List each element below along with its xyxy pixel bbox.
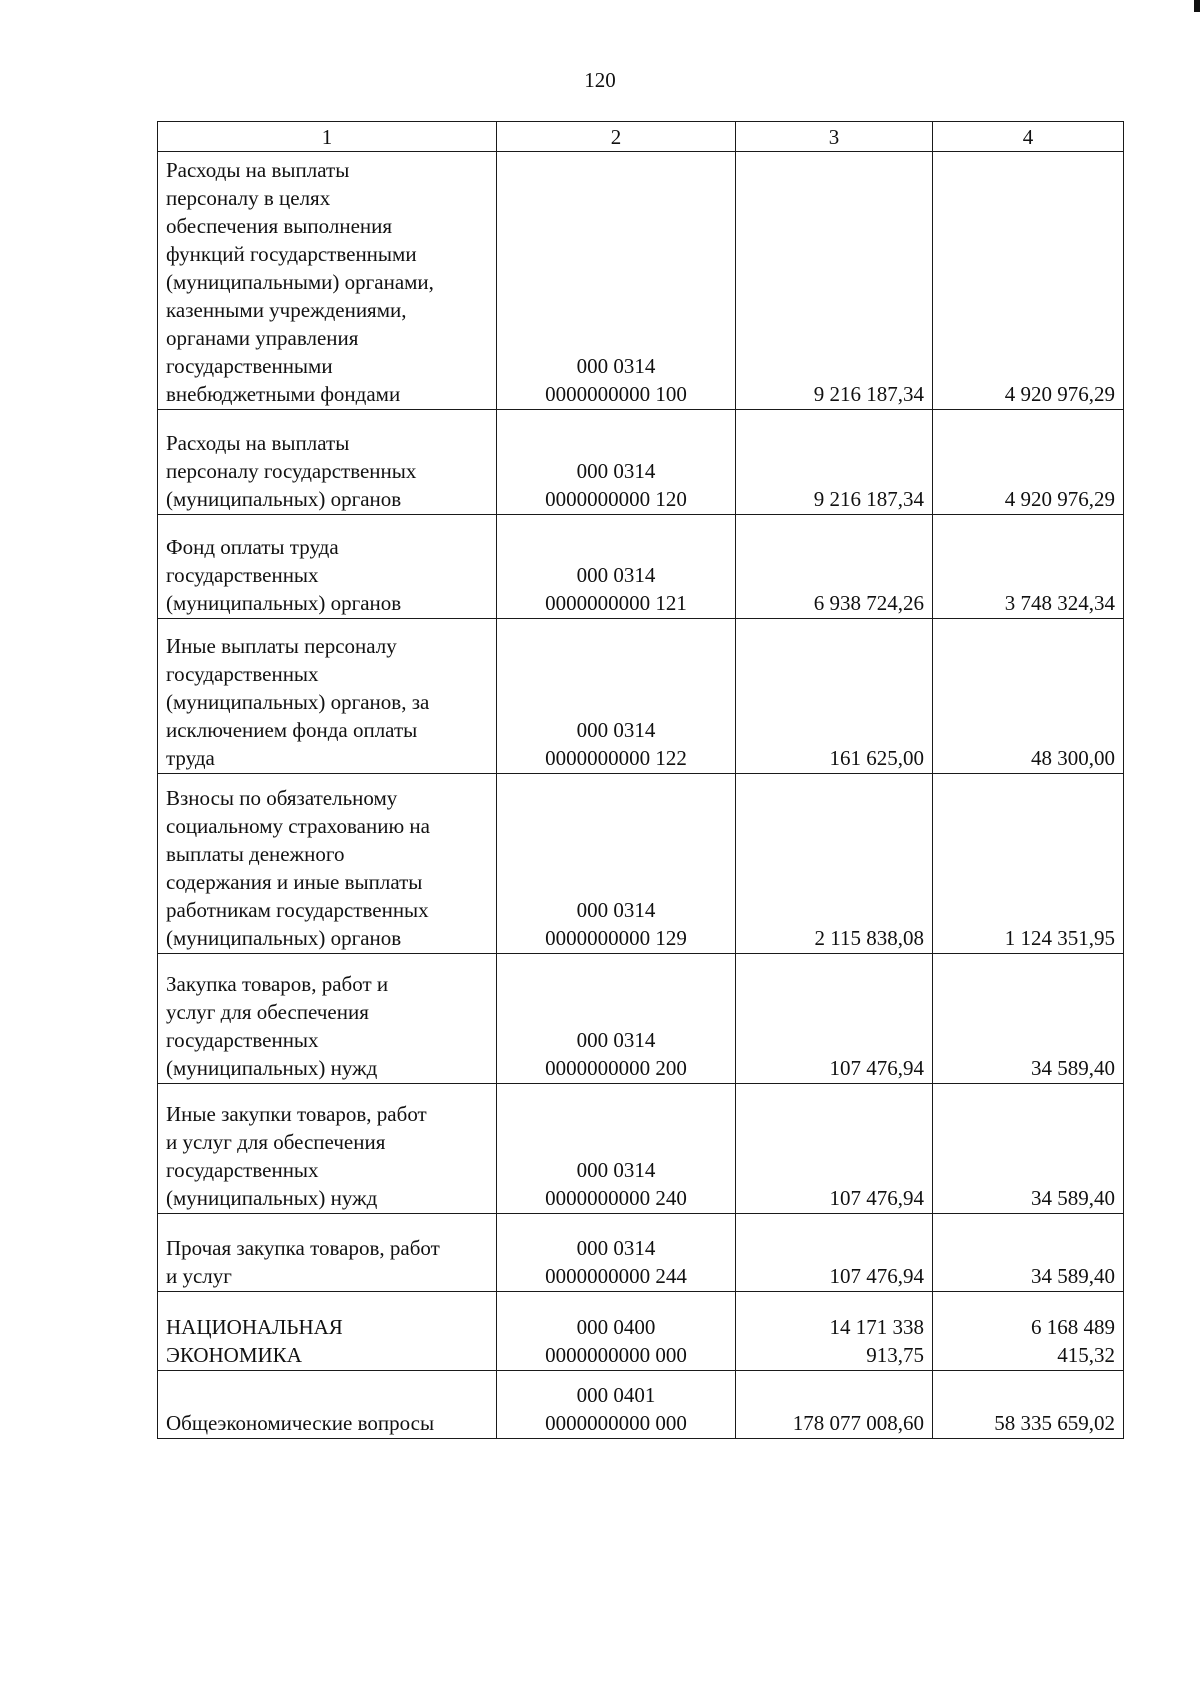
table-row <box>158 152 1124 410</box>
row-code: 000 0314 0000000000 122 <box>497 619 736 774</box>
row-code: 000 0314 0000000000 240 <box>497 1084 736 1214</box>
table-row <box>158 410 1124 515</box>
row-plan-value: 2 115 838,08 <box>736 774 933 954</box>
row-actual-value: 3 748 324,34 <box>933 515 1124 619</box>
row-code: 000 0401 0000000000 000 <box>497 1371 736 1439</box>
row-code: 000 0314 0000000000 120 <box>497 410 736 515</box>
header-col-1: 1 <box>158 122 497 152</box>
row-name: Иные закупки товаров, работ и услуг для обеспечения государственных (муниципальных) нужд <box>158 1084 497 1214</box>
header-col-3: 3 <box>736 122 933 152</box>
table-row <box>158 774 1124 954</box>
row-code: 000 0314 0000000000 244 <box>497 1214 736 1292</box>
row-actual-value: 1 124 351,95 <box>933 774 1124 954</box>
table-row <box>158 1371 1124 1439</box>
row-code: 000 0314 0000000000 200 <box>497 954 736 1084</box>
row-actual-value: 4 920 976,29 <box>933 410 1124 515</box>
row-plan-value: 9 216 187,34 <box>736 410 933 515</box>
row-plan-value: 161 625,00 <box>736 619 933 774</box>
row-plan-value: 107 476,94 <box>736 1084 933 1214</box>
row-plan-value: 107 476,94 <box>736 954 933 1084</box>
row-actual-value: 34 589,40 <box>933 954 1124 1084</box>
row-name: Прочая закупка товаров, работ и услуг <box>158 1214 497 1292</box>
table-row <box>158 619 1124 774</box>
row-plan-value: 9 216 187,34 <box>736 152 933 410</box>
row-actual-value: 34 589,40 <box>933 1084 1124 1214</box>
row-name: Общеэкономические вопросы <box>158 1371 497 1439</box>
budget-table <box>157 121 1124 1439</box>
row-plan-value: 14 171 338 913,75 <box>736 1292 933 1371</box>
row-actual-value: 6 168 489 415,32 <box>933 1292 1124 1371</box>
row-name: Взносы по обязательному социальному страхованию на выплаты денежного содержания и иные выплаты работникам государственных (муниципальных) органов <box>158 774 497 954</box>
row-name: Расходы на выплаты персоналу в целях обеспечения выполнения функций государственными (муниципальными) органами, казенными учреждениями, органами управления государственными внебюджетными фондами <box>158 152 497 410</box>
row-actual-value: 4 920 976,29 <box>933 152 1124 410</box>
header-col-2: 2 <box>497 122 736 152</box>
page-number: 120 <box>584 68 616 92</box>
row-code: 000 0314 0000000000 129 <box>497 774 736 954</box>
row-code: 000 0314 0000000000 121 <box>497 515 736 619</box>
row-plan-value: 107 476,94 <box>736 1214 933 1292</box>
table-row <box>158 1292 1124 1371</box>
row-name: Расходы на выплаты персоналу государственных (муниципальных) органов <box>158 410 497 515</box>
table-row <box>158 1214 1124 1292</box>
table-row <box>158 515 1124 619</box>
row-name: Фонд оплаты труда государственных (муниципальных) органов <box>158 515 497 619</box>
row-code: 000 0400 0000000000 000 <box>497 1292 736 1371</box>
table-row <box>158 954 1124 1084</box>
row-name: НАЦИОНАЛЬНАЯ ЭКОНОМИКА <box>158 1292 497 1371</box>
row-code: 000 0314 0000000000 100 <box>497 152 736 410</box>
row-name: Иные выплаты персоналу государственных (муниципальных) органов, за исключением фонда оплаты труда <box>158 619 497 774</box>
row-actual-value: 48 300,00 <box>933 619 1124 774</box>
table-row <box>158 1084 1124 1214</box>
header-row <box>158 122 1124 152</box>
row-plan-value: 6 938 724,26 <box>736 515 933 619</box>
row-name: Закупка товаров, работ и услуг для обеспечения государственных (муниципальных) нужд <box>158 954 497 1084</box>
row-actual-value: 58 335 659,02 <box>933 1371 1124 1439</box>
row-plan-value: 178 077 008,60 <box>736 1371 933 1439</box>
header-col-4: 4 <box>933 122 1124 152</box>
row-actual-value: 34 589,40 <box>933 1214 1124 1292</box>
scan-edge-mark <box>1194 0 1200 12</box>
